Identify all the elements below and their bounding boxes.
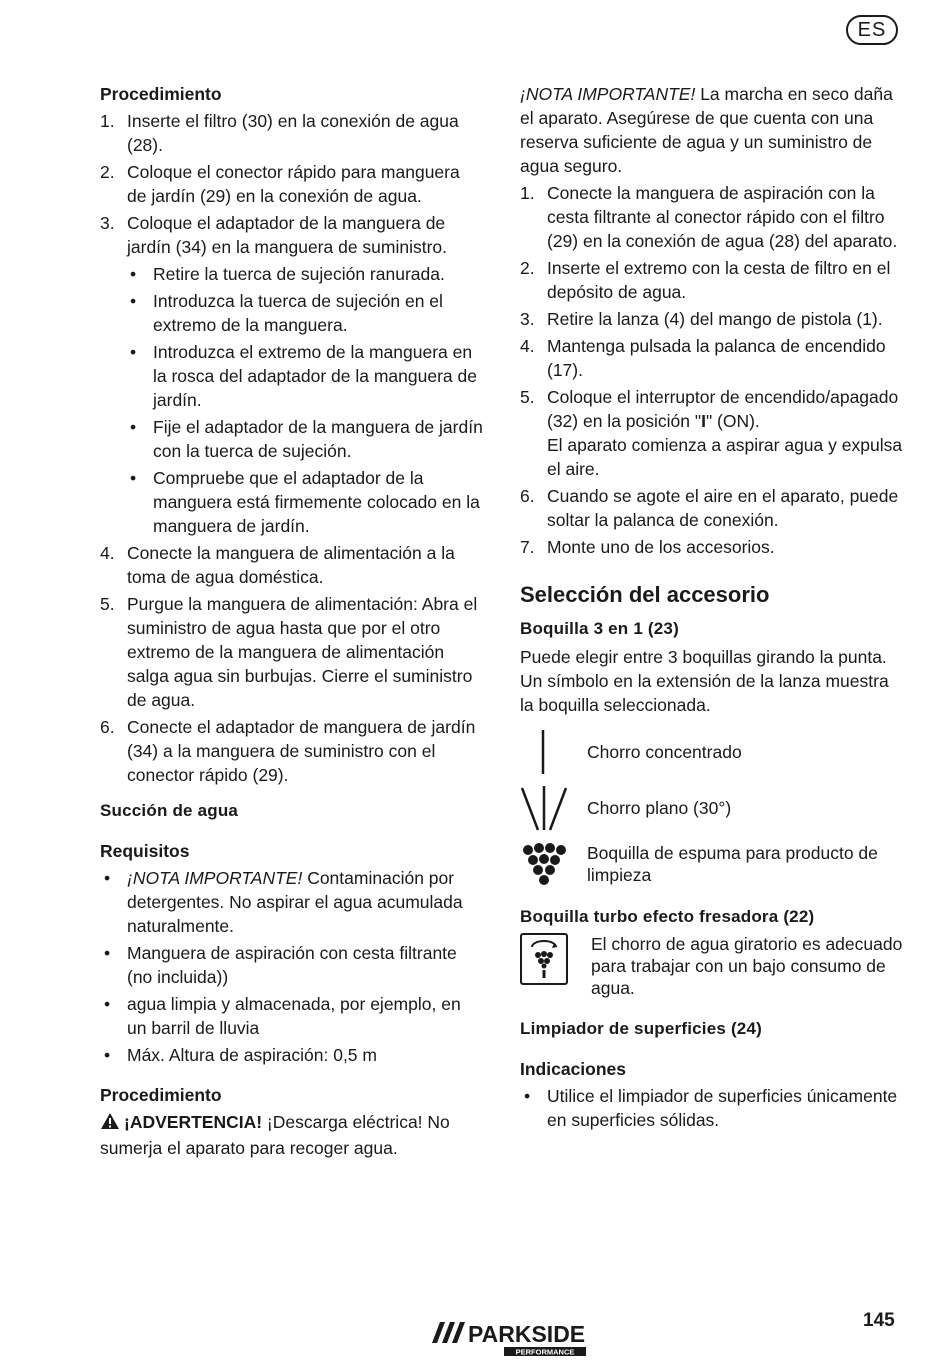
procedure-heading-2: Procedimiento [100, 1085, 222, 1105]
list-item: 4. Mantenga pulsada la palanca de encendido (17). [520, 336, 886, 380]
rotary-jet-icon [520, 933, 568, 985]
nozzle-description: Puede elegir entre 3 boquillas girando la punta. Un símbolo en la extensión de la lanza muestra la boquilla seleccionada. [520, 647, 889, 715]
list-item: 4. Conecte la manguera de alimentación a la toma de agua doméstica. [100, 543, 455, 587]
brand-sub: PERFORMANCE [515, 1347, 575, 1357]
list-item: • Manguera de aspiración con cesta filtrante (no incluida)) [100, 941, 484, 989]
page-number: 145 [863, 1310, 895, 1331]
list-item: • Introduzca el extremo de la manguera en la rosca del adaptador de la manguera de jardín. [127, 340, 484, 412]
list-item: • ¡NOTA IMPORTANTE! Contaminación por detergentes. No aspirar el agua acumulada naturalmente. [100, 866, 484, 938]
concentrated-jet-icon [520, 728, 568, 776]
accessory-selection-heading: Selección del accesorio [520, 582, 770, 607]
list-item: • Introduzca la tuerca de sujeción en el extremo de la manguera. [127, 289, 484, 337]
requirements-list [100, 866, 484, 1067]
list-item: • Compruebe que el adaptador de la manguera está firmemente colocado en la manguera de jardín. [127, 466, 484, 538]
symbol-label: Chorro plano (30°) [587, 798, 732, 818]
turbo-description: El chorro de agua giratorio es adecuado para trabajar con un bajo consumo de agua. [591, 934, 903, 998]
list-item: 2. Coloque el conector rápido para manguera de jardín (29) en la conexión de agua. [100, 162, 460, 206]
list-item: • Retire la tuerca de sujeción ranurada. [127, 262, 484, 286]
indications-list [520, 1084, 904, 1132]
procedure-steps [100, 109, 484, 787]
list-item: • Fije el adaptador de la manguera de jardín con la tuerca de sujeción. [127, 415, 484, 463]
turbo-row [520, 933, 904, 999]
list-item: • agua limpia y almacenada, por ejemplo, en un barril de lluvia [100, 992, 484, 1040]
requirements-heading: Requisitos [100, 841, 190, 861]
water-suction-heading: Succión de agua [100, 801, 239, 820]
left-column [100, 82, 484, 1160]
list-item: 3. Coloque el adaptador de la manguera de jardín (34) en la manguera de suministro. • Retire la tuerca de sujeción ranurada. • Introduzca la tuerca de sujeción en el extremo de la manguera. • Introduzca el extremo de la manguera en la rosca del adaptador de la manguera de jardín. • Fije el adaptador de la manguera de jardín con la tuerca de sujeción. • Compruebe que el adaptador de la manguera está firmemente colocado en la manguera de jardín. [100, 211, 484, 538]
list-item: • Utilice el limpiador de superficies únicamente en superficies sólidas. [520, 1084, 904, 1132]
surface-cleaner-heading: Limpiador de superficies (24) [520, 1019, 762, 1038]
turbo-nozzle-heading: Boquilla turbo efecto fresadora (22) [520, 907, 815, 926]
list-item: 6. Conecte el adaptador de manguera de jardín (34) a la manguera de suministro con el conector rápido (29). [100, 717, 476, 785]
list-item: 2. Inserte el extremo con la cesta de filtro en el depósito de agua. [520, 258, 891, 302]
nozzle-3in1-heading: Boquilla 3 en 1 (23) [520, 619, 679, 638]
foam-nozzle-icon [520, 840, 568, 888]
brand-name: PARKSIDE [468, 1321, 586, 1347]
procedure-heading: Procedimiento [100, 84, 222, 104]
suction-steps [520, 181, 904, 559]
sub-steps [127, 262, 484, 538]
list-item: • Máx. Altura de aspiración: 0,5 m [100, 1043, 484, 1067]
symbol-label: Boquilla de espuma para producto de limpieza [587, 843, 878, 885]
important-note: ¡NOTA IMPORTANTE! La marcha en seco daña el aparato. Asegúrese de que cuenta con una reserva suficiente de agua y un suministro de agua seguro. [520, 84, 893, 176]
warning-paragraph: ¡ADVERTENCIA! ¡Descarga eléctrica! No sumerja el aparato para recoger agua. [100, 1112, 450, 1158]
list-item: 1. Conecte la manguera de aspiración con la cesta filtrante al conector rápido con el filtro (29) en la conexión de agua (28) del aparato. [520, 183, 898, 251]
list-item: 7. Monte uno de los accesorios. [520, 537, 775, 557]
list-item: 5. Purgue la manguera de alimentación: Abra el suministro de agua hasta que por el otro extremo de la manguera de alimentación salga agua sin burbujas. Cierre el suministro de agua. [100, 594, 478, 710]
list-item: 1. Inserte el filtro (30) en la conexión de agua (28). [100, 111, 459, 155]
flat-jet-icon [520, 784, 568, 832]
parkside-logo [428, 1316, 588, 1358]
symbol-row [520, 783, 904, 833]
right-column [520, 82, 904, 1132]
language-badge: ES [846, 15, 898, 45]
symbol-label: Chorro concentrado [587, 742, 742, 762]
list-item: 5. Coloque el interruptor de encendido/apagado (32) en la posición "I" (ON). El aparato comienza a aspirar agua y expulsa el aire. [520, 387, 903, 479]
symbol-row [520, 727, 904, 777]
warning-triangle-icon [100, 1112, 120, 1136]
list-item: 3. Retire la lanza (4) del mango de pistola (1). [520, 309, 883, 329]
indications-heading: Indicaciones [520, 1059, 627, 1079]
list-item: 6. Cuando se agote el aire en el aparato, puede soltar la palanca de conexión. [520, 486, 899, 530]
symbol-row [520, 839, 904, 889]
